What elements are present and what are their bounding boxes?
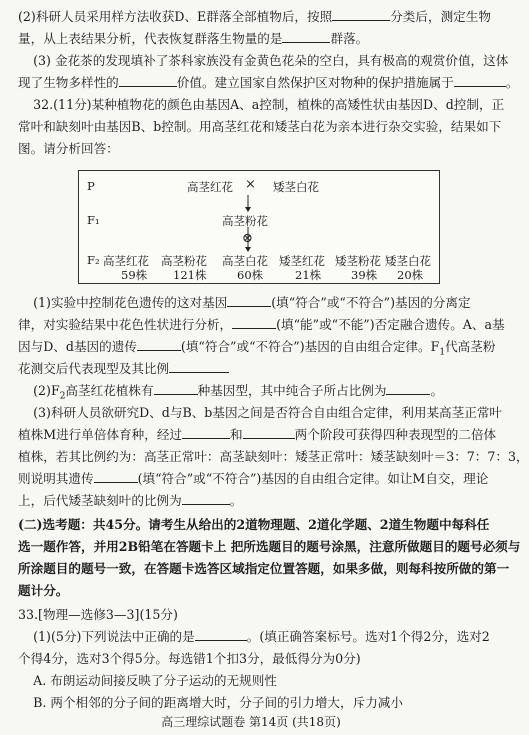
answer-blank	[169, 358, 229, 373]
text: 花测交后代表现型及其比例	[18, 361, 170, 376]
subscript: 1	[439, 347, 446, 358]
parent-left: 高茎红花	[187, 180, 233, 194]
cross-symbol: ×	[245, 177, 256, 192]
f2-count: 60株	[237, 268, 264, 282]
text: 律，对实验结果中花色性状进行分析，	[18, 317, 233, 332]
question32-stem	[18, 94, 505, 160]
text: 则说明其遗传	[18, 471, 94, 486]
genetic-cross-diagram	[78, 170, 440, 284]
answer-blank	[454, 72, 506, 87]
text: (1)(5分)下列说法中正确的是	[33, 629, 195, 644]
answer-blank	[386, 380, 430, 395]
f2-count: 21株	[295, 268, 322, 282]
text: 群落。	[330, 31, 369, 46]
answer-blank	[227, 292, 271, 307]
text: 32.(11分)某种植物花的颜色由基因A、a控制，植株的高矮性状由基因D、d控制，正	[33, 97, 505, 112]
text: 。	[430, 383, 444, 398]
f2-label: F₂	[87, 253, 100, 267]
text: 量，从上表结果分析，代表恢复群落生物量的是	[18, 31, 283, 46]
text: 常叶和缺刻叶由基因B、b控制。用高茎红花和矮茎白花为亲本进行杂交实验，结果如下	[18, 119, 502, 134]
text: 。	[505, 75, 519, 90]
text: 选一题作答，并用2B铅笔在答题卡上 把所选题目的题号涂黑，注意所做题目的题号必须与	[18, 539, 521, 554]
question31-continuation	[18, 6, 519, 94]
f1-label: F₁	[87, 213, 100, 227]
p-generation-label: P	[87, 179, 95, 193]
text: (填“符合”或“不符合”)基因的分离定	[271, 295, 471, 310]
f2-phenotype: 矮茎粉花	[335, 254, 381, 268]
answer-blank	[94, 468, 138, 483]
text: 现了生物多样性的	[18, 75, 119, 90]
text: 高茎红花植株有	[65, 383, 154, 398]
text: 植株，若其比例约为：高茎正常叶：高茎缺刻叶：矮茎正常叶：矮茎缺刻叶＝3：7：7：3，	[18, 449, 529, 464]
answer-blank	[119, 72, 177, 87]
answer-blank	[243, 424, 295, 439]
text: 图。请分析回答：	[18, 141, 119, 156]
text: (3) 金花茶的发现填补了茶科家族没有金黄色花朵的空白，具有极高的观赏价值，这体	[33, 53, 509, 68]
f2-phenotype: 高茎白花	[222, 254, 268, 268]
text: 因与D、d基因的遗传	[18, 339, 137, 354]
answer-blank	[182, 424, 230, 439]
f2-count: 59株	[121, 268, 148, 282]
f2-phenotype: 高茎粉花	[161, 254, 207, 268]
text: (二)选考题：共45分。请考生从给出的2道物理题、2道化学题、2道生物题中每科任	[18, 517, 490, 532]
text: 和	[230, 427, 243, 442]
page-footer: 高三理综试题卷 第14页 (共18页)	[161, 715, 341, 729]
text: 。(填正确答案标号。选对1个得2分，选对2	[246, 629, 490, 644]
text: 价值。建立国家自然保护区对物种的保护措施属于	[176, 75, 454, 90]
text: 。	[229, 493, 243, 508]
text: 分类后，测定生物	[390, 9, 491, 24]
text: (1)实验中控制花色遗传的这对基因	[33, 295, 228, 310]
text: 个得4分，选对3个得5分。每选错1个扣3分，最低得分为0分)	[18, 651, 361, 666]
answer-blank	[282, 28, 330, 43]
parent-right: 矮茎白花	[273, 180, 319, 194]
selfing-symbol: ⊗	[242, 231, 253, 246]
text: (填“能”或“不能”)否定融合遗传。A、a基	[276, 317, 505, 332]
question32-subquestions	[18, 292, 529, 512]
f2-phenotype: 高茎红花	[103, 254, 149, 268]
f2-count: 20株	[397, 268, 424, 282]
question33-title: 33.[物理—选修3—3](15分)	[18, 607, 178, 622]
text: 题计分。	[18, 583, 69, 598]
answer-blank	[154, 380, 198, 395]
text: 所涂题目的题号一致，在答题卡选答区域指定位置答题，如果多做，则每科按所做的第一	[18, 561, 510, 576]
f2-phenotype: 矮茎红花	[279, 254, 325, 268]
text: (3)科研人员欲研究D、d与B、b基因之间是否符合自由组合定律，利用某高茎正常叶	[33, 405, 503, 420]
f1-phenotype: 高茎粉花	[222, 214, 268, 228]
text: (填“符合”或“不符合”)基因的自由组合定律。F	[180, 339, 440, 354]
f2-phenotype: 矮茎白花	[385, 254, 431, 268]
optional-section-instructions	[18, 514, 521, 602]
option-b: B. 两个相邻的分子间的距离增大时，分子间的引力增大，斥力减小	[33, 695, 403, 710]
answer-blank	[137, 336, 181, 351]
question33	[18, 604, 488, 714]
answer-blank	[232, 314, 276, 329]
text: 两个阶段可获得四种表现型的二倍体	[294, 427, 497, 442]
f2-count: 39株	[351, 268, 378, 282]
text: (填“符合”或“不符合”)基因的自由组合定律。如让M自交，理论	[137, 471, 489, 486]
answer-blank	[195, 626, 247, 641]
answer-blank	[332, 6, 390, 21]
subscript: 2	[59, 391, 66, 402]
answer-blank	[182, 490, 230, 505]
f2-count: 121株	[173, 268, 207, 282]
text: 植株M进行单倍体育种，经过	[18, 427, 183, 442]
option-a: A. 布朗运动间接反映了分子运动的无规则性	[33, 673, 277, 688]
text: 种基因型，其中纯合子所占比例为	[197, 383, 387, 398]
text: 上，后代矮茎缺刻叶的比例为	[18, 493, 182, 508]
text: (2)科研人员采用样方法收获D、E群落全部植物后，按照	[18, 9, 333, 24]
text: 代高茎粉	[445, 339, 496, 354]
text: (2)F	[33, 383, 60, 398]
